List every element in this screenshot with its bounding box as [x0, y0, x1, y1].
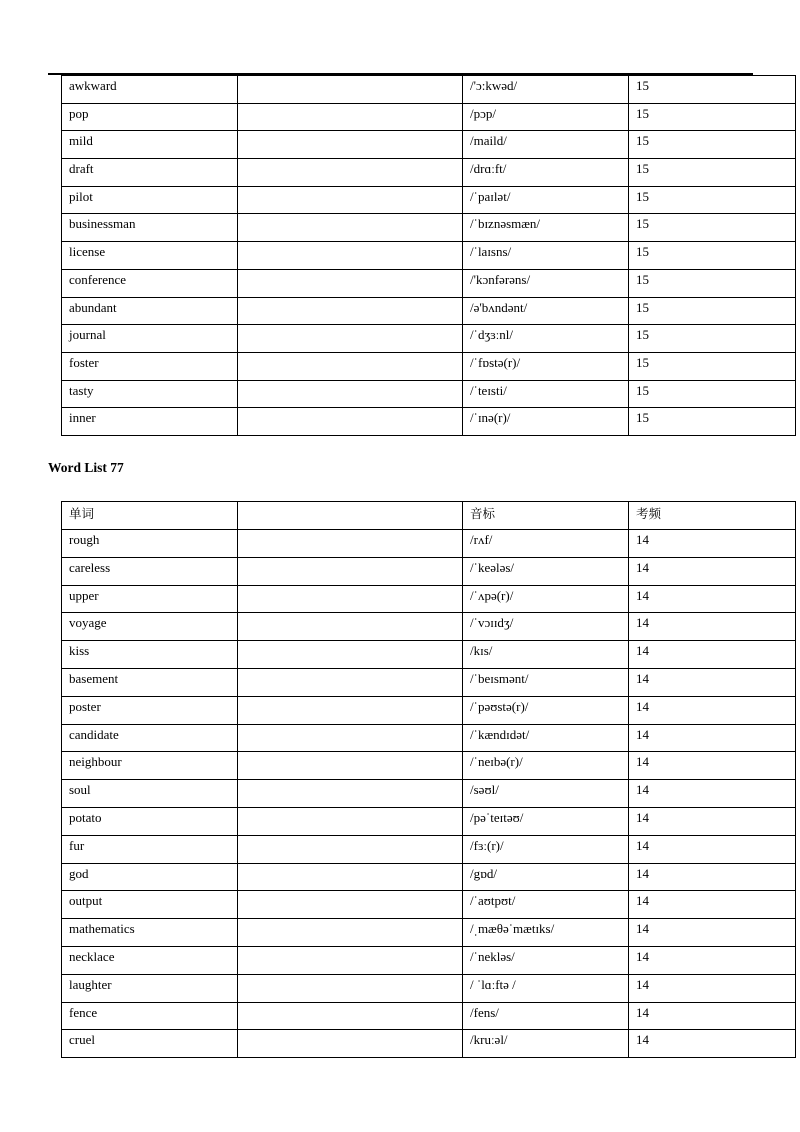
frequency-cell: 14 [629, 891, 796, 919]
table-row [62, 325, 796, 353]
table-row [62, 780, 796, 808]
blank-cell [238, 408, 463, 436]
ipa-cell: /ˈbɪznəsmæn/ [463, 214, 629, 242]
ipa-cell: /ˈdʒɜːnl/ [463, 325, 629, 353]
frequency-cell: 15 [629, 131, 796, 159]
word-cell: laughter [62, 974, 238, 1002]
word-cell: foster [62, 352, 238, 380]
frequency-cell: 14 [629, 585, 796, 613]
table-row [62, 1030, 796, 1058]
table-row [62, 186, 796, 214]
ipa-cell: / ˈlɑːftə / [463, 974, 629, 1002]
blank-cell [238, 835, 463, 863]
ipa-cell: /ˈkændɪdət/ [463, 724, 629, 752]
frequency-cell: 15 [629, 76, 796, 104]
table-row [62, 214, 796, 242]
ipa-cell: /ˈkeələs/ [463, 557, 629, 585]
blank-cell [238, 76, 463, 104]
word-cell: careless [62, 557, 238, 585]
table-row [62, 242, 796, 270]
frequency-cell: 14 [629, 946, 796, 974]
ipa-cell: /'kɔnfərəns/ [463, 269, 629, 297]
blank-cell [238, 103, 463, 131]
blank-cell [238, 696, 463, 724]
section-title-word-list-77: Word List 77 [48, 460, 124, 475]
header-word: 单词 [62, 502, 238, 530]
word-cell: inner [62, 408, 238, 436]
header-blank [238, 502, 463, 530]
blank-cell [238, 668, 463, 696]
ipa-cell: /ˈnekləs/ [463, 946, 629, 974]
ipa-cell: /ˈneɪbə(r)/ [463, 752, 629, 780]
frequency-cell: 14 [629, 724, 796, 752]
word-cell: rough [62, 530, 238, 558]
table-row [62, 408, 796, 436]
ipa-cell: /ə'bʌndənt/ [463, 297, 629, 325]
table-row [62, 919, 796, 947]
ipa-cell: /pəˈteɪtəʊ/ [463, 807, 629, 835]
table-row [62, 613, 796, 641]
frequency-cell: 14 [629, 835, 796, 863]
ipa-cell: /ˈaʊtpʊt/ [463, 891, 629, 919]
frequency-cell: 14 [629, 613, 796, 641]
word-cell: fur [62, 835, 238, 863]
frequency-cell: 14 [629, 919, 796, 947]
blank-cell [238, 919, 463, 947]
frequency-cell: 15 [629, 325, 796, 353]
ipa-cell: /ˈpəʊstə(r)/ [463, 696, 629, 724]
table-row [62, 557, 796, 585]
table-row [62, 891, 796, 919]
word-table-77-body [62, 502, 796, 1058]
word-cell: basement [62, 668, 238, 696]
word-cell: abundant [62, 297, 238, 325]
frequency-cell: 14 [629, 752, 796, 780]
frequency-cell: 14 [629, 1030, 796, 1058]
blank-cell [238, 807, 463, 835]
blank-cell [238, 780, 463, 808]
table-header-row [62, 502, 796, 530]
blank-cell [238, 214, 463, 242]
blank-cell [238, 863, 463, 891]
word-cell: candidate [62, 724, 238, 752]
blank-cell [238, 131, 463, 159]
frequency-cell: 15 [629, 380, 796, 408]
frequency-cell: 15 [629, 297, 796, 325]
blank-cell [238, 557, 463, 585]
frequency-cell: 14 [629, 1002, 796, 1030]
blank-cell [238, 186, 463, 214]
ipa-cell: /fɜː(r)/ [463, 835, 629, 863]
word-cell: businessman [62, 214, 238, 242]
ipa-cell: /maild/ [463, 131, 629, 159]
table-row [62, 269, 796, 297]
table-row [62, 668, 796, 696]
blank-cell [238, 891, 463, 919]
word-cell: soul [62, 780, 238, 808]
frequency-cell: 15 [629, 186, 796, 214]
blank-cell [238, 159, 463, 187]
word-cell: potato [62, 807, 238, 835]
word-cell: draft [62, 159, 238, 187]
ipa-cell: /səʊl/ [463, 780, 629, 808]
word-cell: god [62, 863, 238, 891]
ipa-cell: /drɑːft/ [463, 159, 629, 187]
frequency-cell: 15 [629, 242, 796, 270]
ipa-cell: /ˈbeɪsmənt/ [463, 668, 629, 696]
ipa-cell: /rʌf/ [463, 530, 629, 558]
blank-cell [238, 380, 463, 408]
frequency-cell: 14 [629, 807, 796, 835]
table-row [62, 76, 796, 104]
word-cell: fence [62, 1002, 238, 1030]
table-row [62, 131, 796, 159]
ipa-cell: /ˈʌpə(r)/ [463, 585, 629, 613]
blank-cell [238, 269, 463, 297]
word-cell: mild [62, 131, 238, 159]
word-cell: pilot [62, 186, 238, 214]
ipa-cell: /'ɔ:kwəd/ [463, 76, 629, 104]
frequency-cell: 15 [629, 352, 796, 380]
blank-cell [238, 352, 463, 380]
ipa-cell: /ˈteɪsti/ [463, 380, 629, 408]
frequency-cell: 15 [629, 103, 796, 131]
table-row [62, 946, 796, 974]
word-table-76 [61, 75, 796, 436]
frequency-cell: 14 [629, 641, 796, 669]
ipa-cell: /ˈlaɪsns/ [463, 242, 629, 270]
blank-cell [238, 641, 463, 669]
ipa-cell: /gɒd/ [463, 863, 629, 891]
word-cell: journal [62, 325, 238, 353]
frequency-cell: 14 [629, 668, 796, 696]
ipa-cell: /pɔp/ [463, 103, 629, 131]
frequency-cell: 14 [629, 557, 796, 585]
ipa-cell: /kruːəl/ [463, 1030, 629, 1058]
table-row [62, 585, 796, 613]
ipa-cell: /ˈɪnə(r)/ [463, 408, 629, 436]
frequency-cell: 15 [629, 269, 796, 297]
blank-cell [238, 585, 463, 613]
table-row [62, 530, 796, 558]
frequency-cell: 15 [629, 214, 796, 242]
table-row [62, 807, 796, 835]
ipa-cell: /fens/ [463, 1002, 629, 1030]
header-ipa: 音标 [463, 502, 629, 530]
table-row [62, 297, 796, 325]
blank-cell [238, 1030, 463, 1058]
word-table-76-body [62, 76, 796, 436]
ipa-cell: /ˈvɔɪɪdʒ/ [463, 613, 629, 641]
blank-cell [238, 752, 463, 780]
word-cell: cruel [62, 1030, 238, 1058]
table-row [62, 380, 796, 408]
table-row [62, 103, 796, 131]
word-cell: necklace [62, 946, 238, 974]
frequency-cell: 14 [629, 974, 796, 1002]
blank-cell [238, 297, 463, 325]
table-row [62, 159, 796, 187]
table-row [62, 352, 796, 380]
ipa-cell: /kɪs/ [463, 641, 629, 669]
word-cell: upper [62, 585, 238, 613]
word-cell: poster [62, 696, 238, 724]
word-cell: kiss [62, 641, 238, 669]
word-cell: tasty [62, 380, 238, 408]
blank-cell [238, 1002, 463, 1030]
word-cell: output [62, 891, 238, 919]
blank-cell [238, 946, 463, 974]
blank-cell [238, 724, 463, 752]
word-cell: neighbour [62, 752, 238, 780]
table-row [62, 641, 796, 669]
ipa-cell: /ˌmæθəˈmætɪks/ [463, 919, 629, 947]
word-cell: mathematics [62, 919, 238, 947]
frequency-cell: 14 [629, 530, 796, 558]
blank-cell [238, 242, 463, 270]
table-row [62, 863, 796, 891]
table-row [62, 974, 796, 1002]
blank-cell [238, 325, 463, 353]
table-row [62, 724, 796, 752]
frequency-cell: 14 [629, 696, 796, 724]
blank-cell [238, 974, 463, 1002]
blank-cell [238, 613, 463, 641]
ipa-cell: /ˈpaɪlət/ [463, 186, 629, 214]
word-cell: license [62, 242, 238, 270]
frequency-cell: 14 [629, 780, 796, 808]
word-cell: conference [62, 269, 238, 297]
table-row [62, 1002, 796, 1030]
word-cell: pop [62, 103, 238, 131]
header-frequency: 考频 [629, 502, 796, 530]
frequency-cell: 14 [629, 863, 796, 891]
frequency-cell: 15 [629, 408, 796, 436]
blank-cell [238, 530, 463, 558]
table-row [62, 835, 796, 863]
word-cell: awkward [62, 76, 238, 104]
table-row [62, 752, 796, 780]
word-cell: voyage [62, 613, 238, 641]
word-table-77 [61, 501, 796, 1058]
ipa-cell: /ˈfɒstə(r)/ [463, 352, 629, 380]
table-row [62, 696, 796, 724]
frequency-cell: 15 [629, 159, 796, 187]
